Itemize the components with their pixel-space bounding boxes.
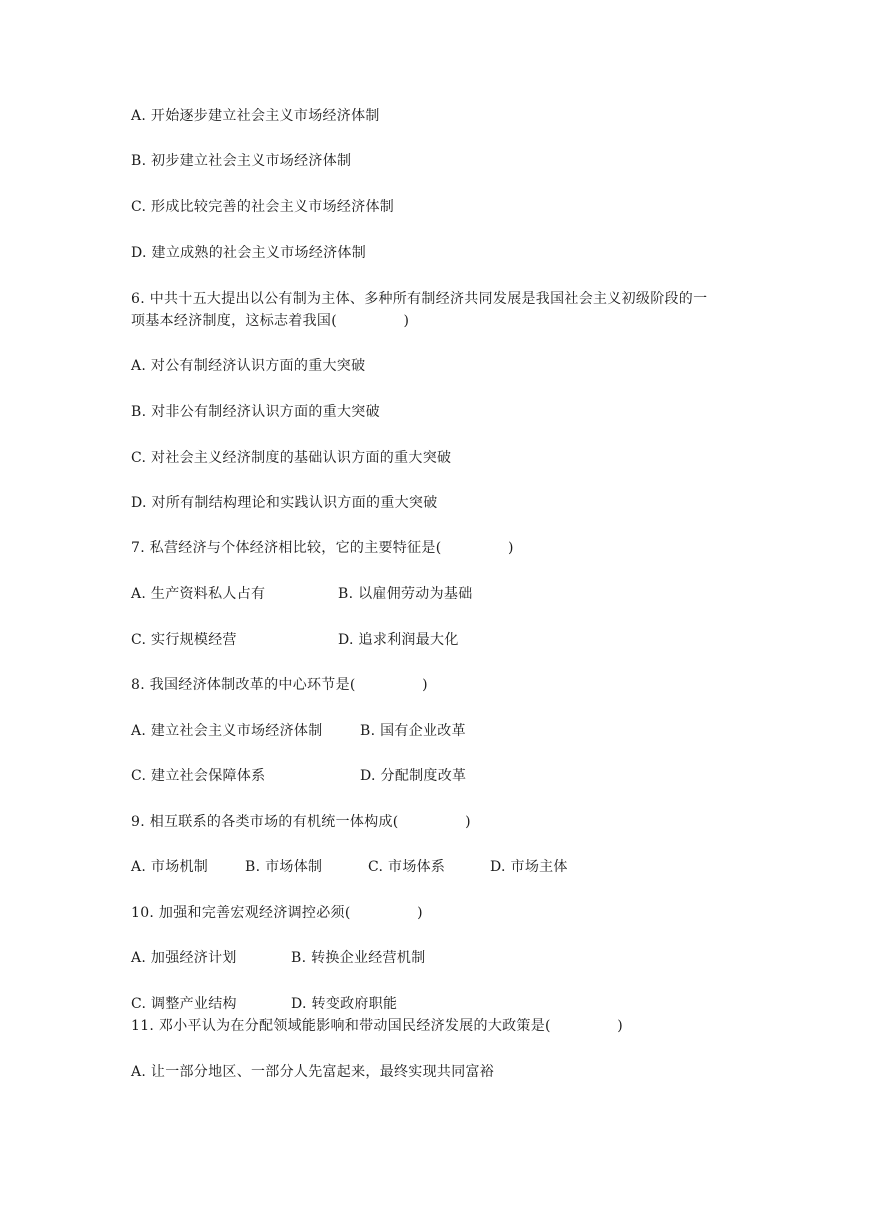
q5-option-c: C. 形成比较完善的社会主义市场经济体制 <box>131 199 395 215</box>
q10-option-d: D. 转变政府职能 <box>291 996 398 1012</box>
q8-option-b: B. 国有企业改革 <box>360 723 466 739</box>
q9-option-c: C. 市场体系 <box>368 859 446 875</box>
q7-option-a: A. 生产资料私人占有 <box>131 586 266 602</box>
q6-option-d: D. 对所有制结构理论和实践认识方面的重大突破 <box>131 495 438 511</box>
q5-option-a: A. 开始逐步建立社会主义市场经济体制 <box>131 108 380 124</box>
q9-option-d: D. 市场主体 <box>490 859 568 875</box>
q5-option-b: B. 初步建立社会主义市场经济体制 <box>131 153 352 169</box>
q9-stem: 9. 相互联系的各类市场的有机统一体构成( ) <box>131 814 471 830</box>
q5-option-d: D. 建立成熟的社会主义市场经济体制 <box>131 245 367 261</box>
q6-stem-line1: 6. 中共十五大提出以公有制为主体、多种所有制经济共同发展是我国社会主义初级阶段的一 <box>131 291 708 307</box>
q6-option-c: C. 对社会主义经济制度的基础认识方面的重大突破 <box>131 450 452 466</box>
q6-stem-line2: 项基本经济制度，这标志着我国( ) <box>131 313 410 329</box>
q6-option-b: B. 对非公有制经济认识方面的重大突破 <box>131 404 380 420</box>
q10-option-a: A. 加强经济计划 <box>131 950 237 966</box>
q8-stem: 8. 我国经济体制改革的中心环节是( ) <box>131 677 428 693</box>
q7-option-d: D. 追求利润最大化 <box>338 632 459 648</box>
q11-stem: 11. 邓小平认为在分配领域能影响和带动国民经济发展的大政策是( ) <box>131 1018 624 1034</box>
q9-option-a: A. 市场机制 <box>131 859 209 875</box>
q7-option-b: B. 以雇佣劳动为基础 <box>338 586 473 602</box>
q6-option-a: A. 对公有制经济认识方面的重大突破 <box>131 358 366 374</box>
q8-option-d: D. 分配制度改革 <box>360 768 467 784</box>
q11-option-a: A. 让一部分地区、一部分人先富起来，最终实现共同富裕 <box>131 1064 495 1080</box>
q9-option-b: B. 市场体制 <box>245 859 323 875</box>
q7-stem: 7. 私营经济与个体经济相比较，它的主要特征是( ) <box>131 540 514 556</box>
q10-stem: 10. 加强和完善宏观经济调控必须( ) <box>131 905 423 921</box>
q7-option-c: C. 实行规模经营 <box>131 632 237 648</box>
q10-option-c: C. 调整产业结构 <box>131 996 237 1012</box>
q8-option-a: A. 建立社会主义市场经济体制 <box>131 723 323 739</box>
q10-option-b: B. 转换企业经营机制 <box>291 950 426 966</box>
q8-option-c: C. 建立社会保障体系 <box>131 768 266 784</box>
